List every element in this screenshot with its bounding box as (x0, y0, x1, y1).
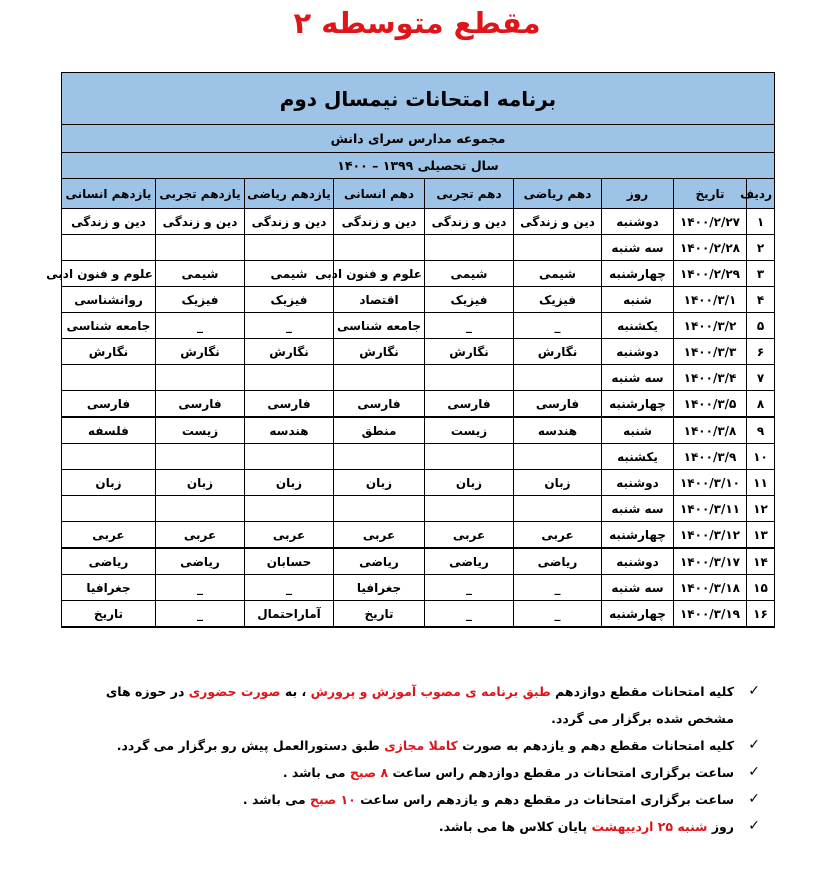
note-item (60, 732, 760, 759)
subject-cell: زبان (245, 470, 334, 496)
table-row (61, 209, 774, 235)
subject-cell: دین و زندگی (156, 209, 245, 235)
day-cell: دوشنبه (602, 548, 674, 575)
row-number-cell: ۹ (747, 417, 775, 444)
date-cell: ۱۴۰۰/۳/۱۲ (674, 522, 747, 549)
table-row (61, 417, 774, 444)
note-highlight: ۱۰ صبح (310, 792, 356, 807)
subject-cell: دین و زندگی (61, 209, 155, 235)
day-cell: سه شنبه (602, 365, 674, 391)
day-cell: یکشنبه (602, 444, 674, 470)
subject-cell: نگارش (425, 339, 514, 365)
table-row (61, 261, 774, 287)
subject-cell (156, 496, 245, 522)
table-row (61, 601, 774, 628)
note-text: پایان کلاس ها می باشد. (438, 819, 592, 834)
note-text: ، به (280, 684, 311, 699)
subject-cell (245, 235, 334, 261)
note-highlight: ۸ صبح (349, 765, 389, 780)
subject-cell: فیزیک (156, 287, 245, 313)
day-cell: دوشنبه (602, 470, 674, 496)
row-number-cell: ۶ (747, 339, 775, 365)
subject-cell: _ (425, 313, 514, 339)
row-number-cell: ۱۲ (747, 496, 775, 522)
row-number-cell: ۱۶ (747, 601, 775, 628)
subject-cell: زبان (514, 470, 602, 496)
subject-cell (156, 235, 245, 261)
subject-cell (245, 444, 334, 470)
subject-cell (61, 365, 155, 391)
subject-cell: فیزیک (514, 287, 602, 313)
subject-cell: دین و زندگی (245, 209, 334, 235)
subject-cell: فارسی (245, 391, 334, 418)
date-cell: ۱۴۰۰/۲/۲۸ (674, 235, 747, 261)
day-cell: سه شنبه (602, 235, 674, 261)
check-mark-icon: ✓ (748, 737, 760, 753)
subject-cell: فارسی (425, 391, 514, 418)
table-row (61, 522, 774, 549)
date-cell: ۱۴۰۰/۲/۲۷ (674, 209, 747, 235)
table-row (61, 444, 774, 470)
subject-cell: _ (156, 601, 245, 628)
subject-cell: جغرافیا (61, 575, 155, 601)
school-name: مجموعه مدارس سرای دانش (61, 125, 774, 153)
table-row (61, 391, 774, 418)
subject-cell (514, 496, 602, 522)
date-cell: ۱۴۰۰/۳/۱۹ (674, 601, 747, 628)
subject-cell: زبان (61, 470, 155, 496)
subject-cell: _ (156, 313, 245, 339)
col-header-11-science: یازدهم تجربی (156, 179, 245, 209)
page-title: مقطع متوسطه ۲ (293, 6, 541, 40)
table-row (61, 496, 774, 522)
subject-cell: علوم و فنون ادبی (334, 261, 425, 287)
col-header-10-humanities: دهم انسانی (334, 179, 425, 209)
subject-cell (514, 365, 602, 391)
subject-cell: جامعه شناسی (61, 313, 155, 339)
date-cell: ۱۴۰۰/۳/۱۰ (674, 470, 747, 496)
day-cell: یکشنبه (602, 313, 674, 339)
subject-cell: عربی (514, 522, 602, 549)
subject-cell: آماراحتمال (245, 601, 334, 628)
note-text: روز (707, 819, 734, 834)
subject-cell: شیمی (245, 261, 334, 287)
subject-cell: نگارش (245, 339, 334, 365)
subject-cell: منطق (334, 417, 425, 444)
subject-cell: فارسی (156, 391, 245, 418)
table-row (61, 235, 774, 261)
subject-cell (334, 235, 425, 261)
table-row (61, 339, 774, 365)
col-header-11-math: یازدهم ریاضی (245, 179, 334, 209)
subject-cell: عربی (156, 522, 245, 549)
subject-cell: فلسفه (61, 417, 155, 444)
note-highlight: صورت حضوری (188, 684, 281, 699)
subject-cell: زبان (425, 470, 514, 496)
day-cell: سه شنبه (602, 575, 674, 601)
table-row (61, 548, 774, 575)
subject-cell: هندسه (245, 417, 334, 444)
subject-cell: زیست (425, 417, 514, 444)
date-cell: ۱۴۰۰/۳/۹ (674, 444, 747, 470)
date-cell: ۱۴۰۰/۳/۲ (674, 313, 747, 339)
check-mark-icon: ✓ (748, 683, 760, 699)
subject-cell: فیزیک (425, 287, 514, 313)
exam-schedule (46, 72, 775, 628)
subject-cell: دین و زندگی (514, 209, 602, 235)
subject-cell: نگارش (514, 339, 602, 365)
subject-cell: فارسی (61, 391, 155, 418)
date-cell: ۱۴۰۰/۳/۳ (674, 339, 747, 365)
row-number-cell: ۱۰ (747, 444, 775, 470)
subject-cell: روانشناسی (61, 287, 155, 313)
date-cell: ۱۴۰۰/۳/۱ (674, 287, 747, 313)
note-text: ساعت برگزاری امتحانات در مقطع دهم و یازدهم راس ساعت (355, 792, 734, 807)
subject-cell (334, 444, 425, 470)
subject-cell: ریاضی (156, 548, 245, 575)
subject-cell: ریاضی (334, 548, 425, 575)
subject-cell (156, 444, 245, 470)
subject-cell: فیزیک (245, 287, 334, 313)
subject-cell: _ (514, 575, 602, 601)
column-headers (61, 179, 774, 209)
date-cell: ۱۴۰۰/۲/۲۹ (674, 261, 747, 287)
day-cell: سه شنبه (602, 496, 674, 522)
subject-cell: تاریخ (61, 601, 155, 628)
check-mark-icon: ✓ (748, 764, 760, 780)
note-highlight: طبق برنامه ی مصوب آموزش و پرورش (310, 684, 551, 699)
day-cell: چهارشنبه (602, 601, 674, 628)
col-header-date: تاریخ (674, 179, 747, 209)
col-header-10-math: دهم ریاضی (514, 179, 602, 209)
subject-cell: ریاضی (425, 548, 514, 575)
subject-cell: عربی (425, 522, 514, 549)
subject-cell (425, 235, 514, 261)
exam-schedule-table (46, 72, 775, 628)
subject-cell: جامعه شناسی (334, 313, 425, 339)
note-highlight: کاملا مجازی (384, 738, 458, 753)
subject-cell: _ (425, 601, 514, 628)
subject-cell: نگارش (156, 339, 245, 365)
subject-cell: نگارش (61, 339, 155, 365)
subject-cell: دین و زندگی (425, 209, 514, 235)
subject-cell (334, 496, 425, 522)
subject-cell: _ (245, 313, 334, 339)
subject-cell: فارسی (334, 391, 425, 418)
day-cell: دوشنبه (602, 209, 674, 235)
col-header-row-number: ردیف (747, 179, 775, 209)
subject-cell: شیمی (425, 261, 514, 287)
subject-cell: علوم و فنون ادبی (61, 261, 155, 287)
note-text: در حوزه های مشخص شده برگزار می گردد. (105, 684, 734, 726)
subject-cell (61, 235, 155, 261)
day-cell: چهارشنبه (602, 522, 674, 549)
subject-cell: نگارش (334, 339, 425, 365)
day-cell: چهارشنبه (602, 391, 674, 418)
subject-cell: ریاضی (61, 548, 155, 575)
subject-cell: زبان (334, 470, 425, 496)
subject-cell: زبان (156, 470, 245, 496)
day-cell: دوشنبه (602, 339, 674, 365)
table-row (61, 313, 774, 339)
note-text: کلیه امتحانات مقطع دوازدهم (550, 684, 734, 699)
date-cell: ۱۴۰۰/۳/۱۷ (674, 548, 747, 575)
subject-cell: عربی (334, 522, 425, 549)
row-number-cell: ۵ (747, 313, 775, 339)
academic-year: سال تحصیلی ۱۳۹۹ – ۱۴۰۰ (61, 153, 774, 179)
subject-cell: دین و زندگی (334, 209, 425, 235)
subject-cell: حسابان (245, 548, 334, 575)
subject-cell: فارسی (514, 391, 602, 418)
subject-cell (425, 365, 514, 391)
notes-list (60, 678, 760, 840)
date-cell: ۱۴۰۰/۳/۱۱ (674, 496, 747, 522)
subject-cell (334, 365, 425, 391)
note-text: کلیه امتحانات مقطع دهم و یازدهم به صورت (457, 738, 734, 753)
note-item (60, 786, 760, 813)
table-row (61, 575, 774, 601)
subject-cell (245, 365, 334, 391)
subject-cell: _ (425, 575, 514, 601)
subject-cell (61, 444, 155, 470)
subject-cell: اقتصاد (334, 287, 425, 313)
table-row (61, 287, 774, 313)
date-cell: ۱۴۰۰/۳/۴ (674, 365, 747, 391)
row-number-cell: ۴ (747, 287, 775, 313)
subject-cell: عربی (61, 522, 155, 549)
note-item (60, 813, 760, 840)
subject-cell (425, 444, 514, 470)
day-cell: چهارشنبه (602, 261, 674, 287)
day-cell: شنبه (602, 417, 674, 444)
col-header-10-science: دهم تجربی (425, 179, 514, 209)
day-cell: شنبه (602, 287, 674, 313)
note-text: می باشد . (242, 792, 310, 807)
subject-cell: _ (245, 575, 334, 601)
check-mark-icon: ✓ (748, 818, 760, 834)
subject-cell (514, 444, 602, 470)
subject-cell: تاریخ (334, 601, 425, 628)
row-number-cell: ۳ (747, 261, 775, 287)
row-number-cell: ۸ (747, 391, 775, 418)
note-item (60, 678, 760, 732)
row-number-cell: ۱۵ (747, 575, 775, 601)
subject-cell: _ (514, 601, 602, 628)
row-number-cell: ۱۱ (747, 470, 775, 496)
col-header-day: روز (602, 179, 674, 209)
table-row (61, 365, 774, 391)
row-number-cell: ۲ (747, 235, 775, 261)
table-row (61, 470, 774, 496)
date-cell: ۱۴۰۰/۳/۵ (674, 391, 747, 418)
subject-cell: هندسه (514, 417, 602, 444)
schedule-title: برنامه امتحانات نیمسال دوم (61, 73, 774, 125)
note-text: ساعت برگزاری امتحانات در مقطع دوازدهم راس ساعت (388, 765, 734, 780)
subject-cell: _ (156, 575, 245, 601)
row-number-cell: ۱ (747, 209, 775, 235)
note-text: طبق دستورالعمل پیش رو برگزار می گردد. (116, 738, 385, 753)
date-cell: ۱۴۰۰/۳/۱۸ (674, 575, 747, 601)
subject-cell: ریاضی (514, 548, 602, 575)
subject-cell (245, 496, 334, 522)
subject-cell: شیمی (514, 261, 602, 287)
subject-cell: _ (514, 313, 602, 339)
subject-cell: عربی (245, 522, 334, 549)
subject-cell (514, 235, 602, 261)
note-item (60, 759, 760, 786)
subject-cell (425, 496, 514, 522)
subject-cell (156, 365, 245, 391)
col-header-11-humanities: یازدهم انسانی (61, 179, 155, 209)
check-mark-icon: ✓ (748, 791, 760, 807)
row-number-cell: ۱۴ (747, 548, 775, 575)
note-text: می باشد . (282, 765, 350, 780)
note-highlight: شنبه ۲۵ اردیبهشت (591, 819, 708, 834)
subject-cell (61, 496, 155, 522)
date-cell: ۱۴۰۰/۳/۸ (674, 417, 747, 444)
row-number-cell: ۱۳ (747, 522, 775, 549)
subject-cell: شیمی (156, 261, 245, 287)
row-number-cell: ۷ (747, 365, 775, 391)
subject-cell: زیست (156, 417, 245, 444)
subject-cell: جغرافیا (334, 575, 425, 601)
